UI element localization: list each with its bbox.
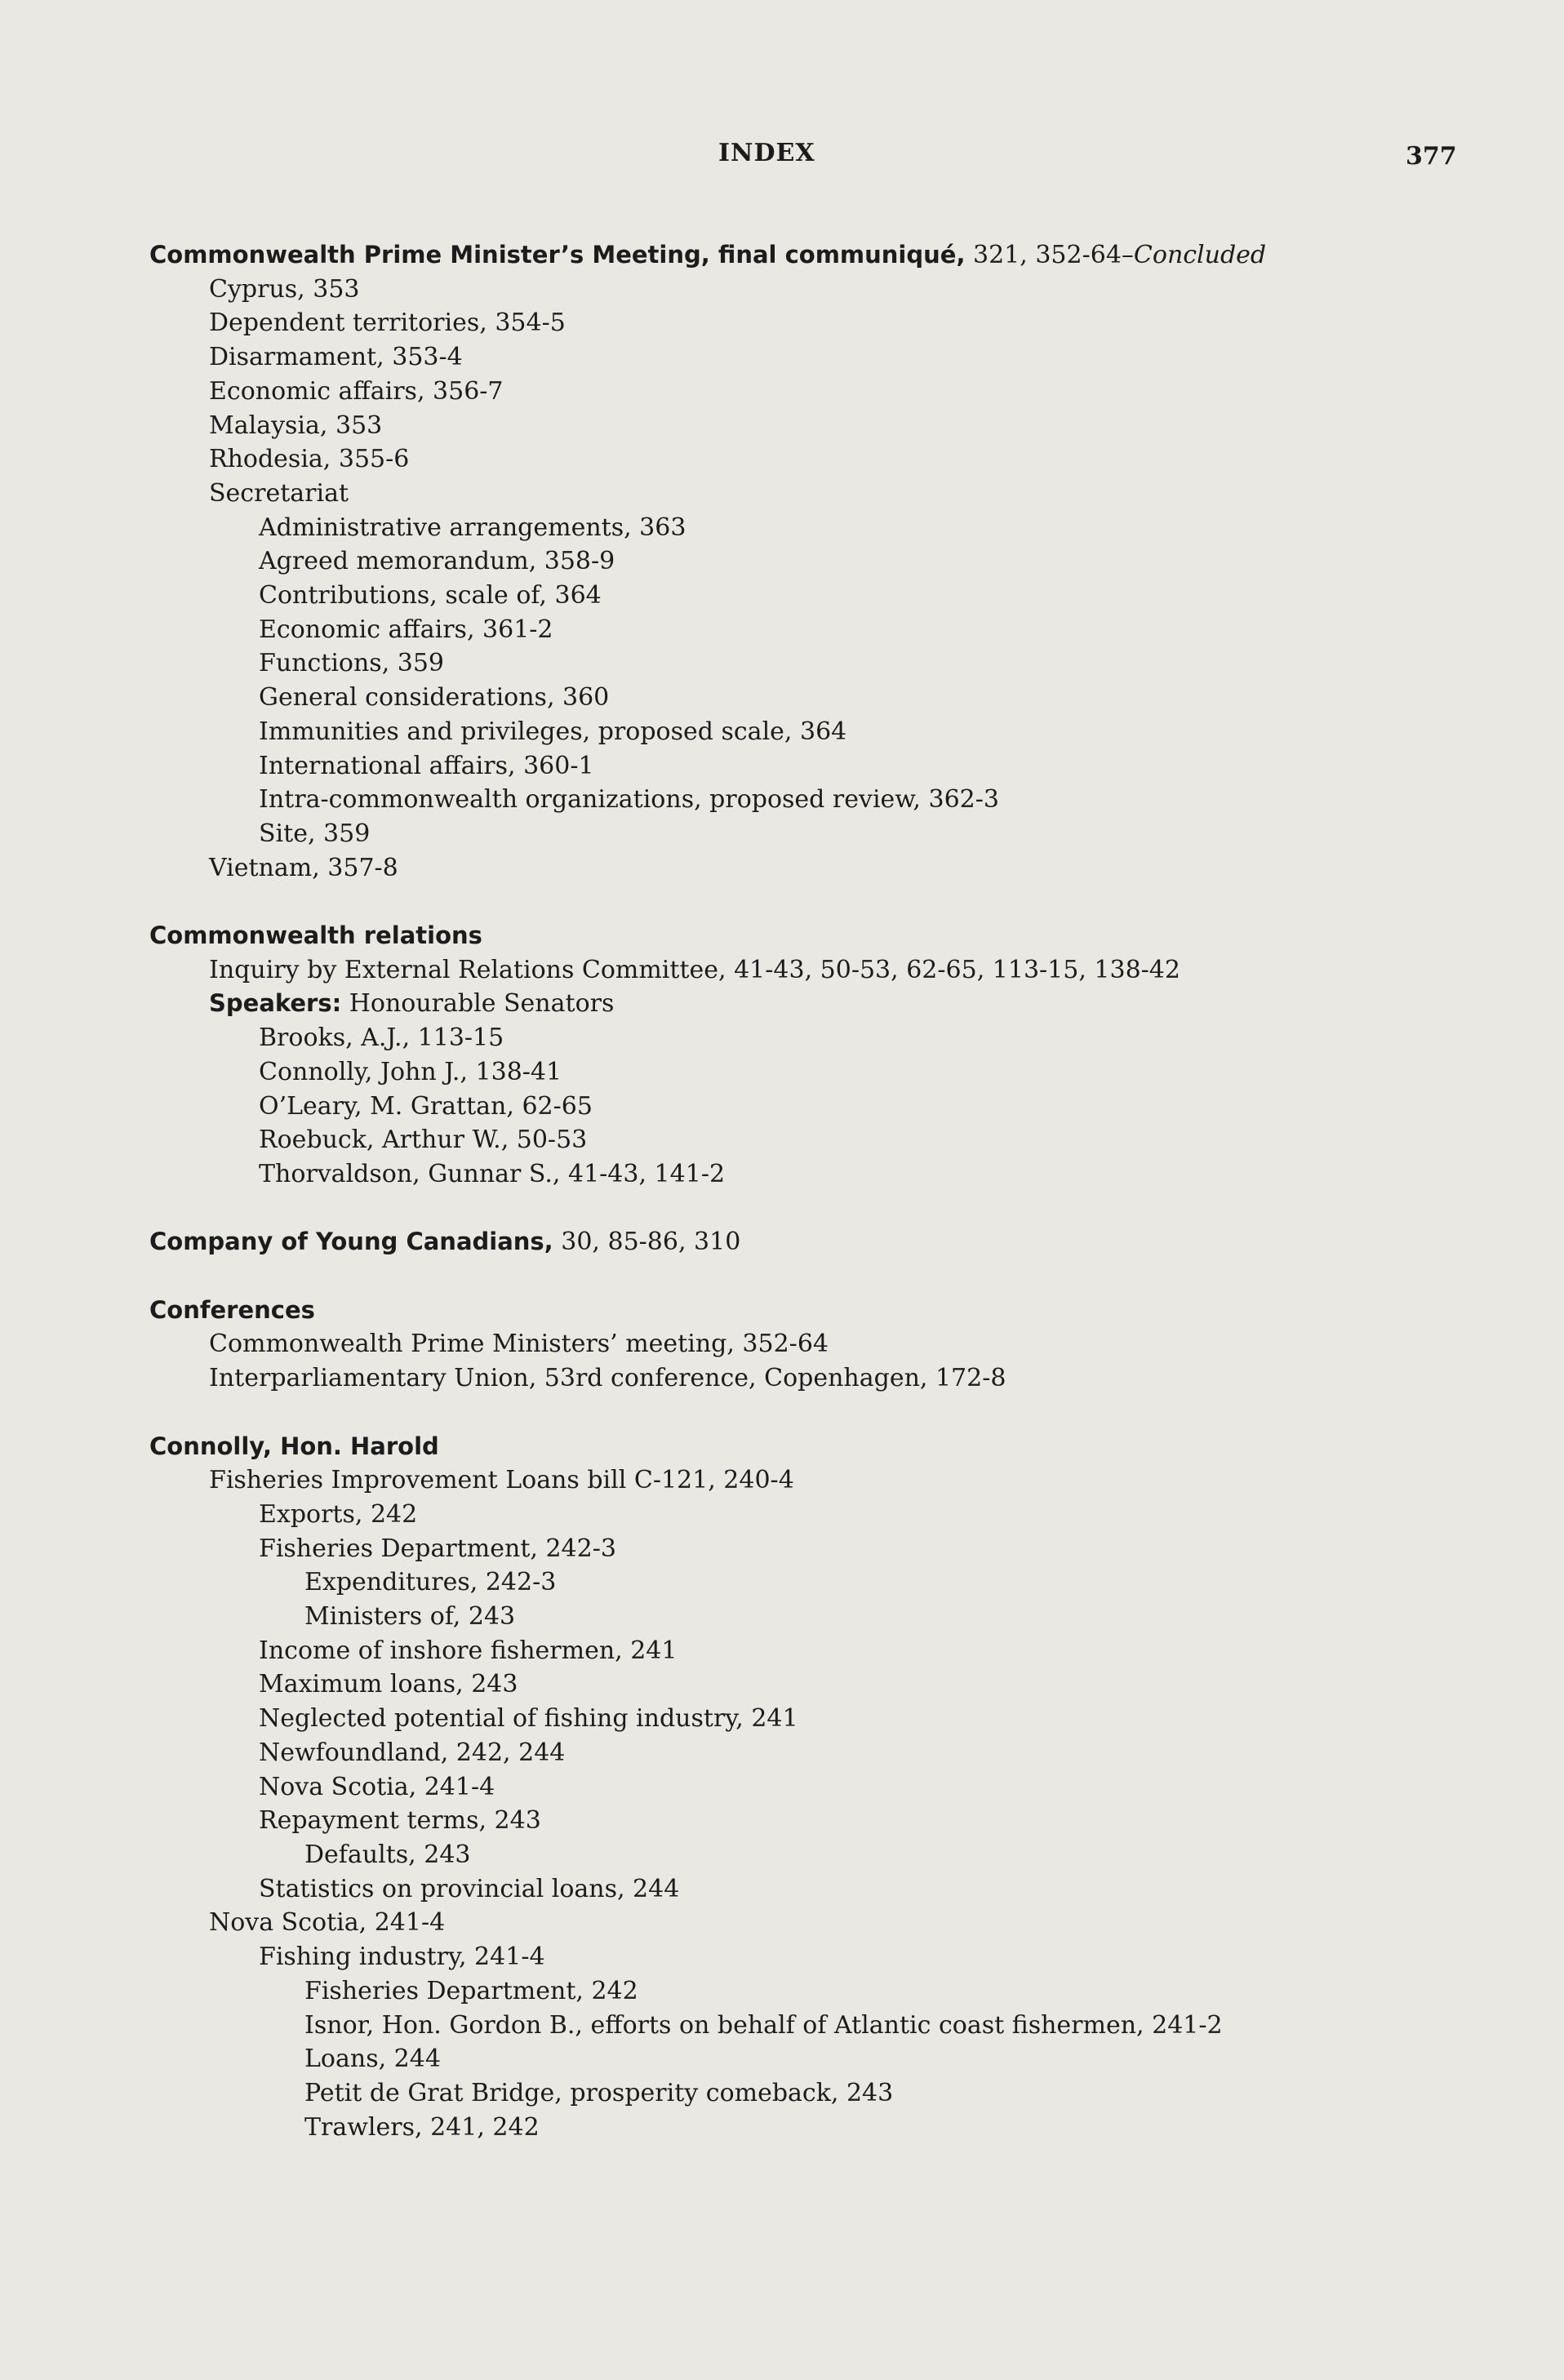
entry-text: Loans, 244 bbox=[304, 2045, 441, 2074]
entry-text: Repayment terms, 243 bbox=[259, 1806, 541, 1836]
entry-text: Economic affairs, 356-7 bbox=[209, 376, 504, 406]
entry-text: Rhodesia, 355-6 bbox=[209, 445, 410, 474]
index-subentry bbox=[209, 375, 1472, 409]
index-subentry bbox=[209, 340, 1472, 375]
index-subentry bbox=[209, 409, 1472, 443]
entry-text: Dependent territories, 354-5 bbox=[209, 309, 566, 338]
index-subentry bbox=[259, 579, 1472, 613]
entry-text: Secretariat bbox=[209, 478, 349, 508]
entry-text: Roebuck, Arthur W., 50-53 bbox=[259, 1126, 588, 1155]
index-subentry bbox=[259, 1055, 1472, 1090]
index-subentry bbox=[304, 1600, 1472, 1634]
entry-text: Functions, 359 bbox=[259, 649, 445, 678]
index-subentry bbox=[259, 1634, 1472, 1668]
entry-text: Intra-commonwealth organizations, proposed review, 362-3 bbox=[259, 785, 999, 815]
index-subentry bbox=[209, 1327, 1472, 1361]
entry-text: Ministers of, 243 bbox=[304, 1602, 516, 1632]
entry-text: Trawlers, 241, 242 bbox=[304, 2112, 540, 2142]
entry-gap bbox=[149, 885, 1472, 919]
index-subentry bbox=[209, 851, 1472, 886]
entry-text: Disarmament, 353-4 bbox=[209, 343, 463, 372]
index-entries bbox=[149, 238, 1472, 2144]
entry-text: Expenditures, 242-3 bbox=[304, 1568, 557, 1597]
index-subentry bbox=[209, 953, 1472, 988]
entry-text: Interparliamentary Union, 53rd conference, Copenhagen, 172-8 bbox=[209, 1364, 1006, 1393]
entry-text: Maximum loans, 243 bbox=[259, 1670, 518, 1699]
index-subentry bbox=[259, 613, 1472, 647]
entry-text: Petit de Grat Bridge, prosperity comeback, 243 bbox=[304, 2078, 894, 2107]
index-subentry bbox=[304, 2111, 1472, 2145]
entry-text: Income of inshore fishermen, 241 bbox=[259, 1636, 678, 1665]
index-subentry bbox=[259, 1532, 1472, 1566]
index-subentry bbox=[304, 1838, 1472, 1872]
index-subentry bbox=[209, 306, 1472, 340]
entry-text: Malaysia, 353 bbox=[209, 411, 383, 440]
entry-gap bbox=[149, 1192, 1472, 1226]
heading-term: Conferences bbox=[149, 1295, 315, 1324]
entry-text: Site, 359 bbox=[259, 819, 371, 848]
index-heading bbox=[149, 1225, 1472, 1259]
index-subentry bbox=[259, 817, 1472, 851]
entry-text: Statistics on provincial loans, 244 bbox=[259, 1874, 680, 1903]
index-subentry bbox=[259, 749, 1472, 784]
heading-term: Connolly, Hon. Harold bbox=[149, 1432, 439, 1460]
index-subentry bbox=[259, 544, 1472, 579]
entry-text: Honourable Senators bbox=[341, 989, 615, 1019]
index-subentry bbox=[259, 1498, 1472, 1532]
entry-text: Contributions, scale of, 364 bbox=[259, 581, 602, 611]
entry-text: Isnor, Hon. Gordon B., efforts on behalf of Atlantic coast fishermen, 241-2 bbox=[304, 2010, 1223, 2040]
heading-term: Company of Young Canadians, bbox=[149, 1228, 553, 1256]
index-subentry bbox=[209, 1361, 1472, 1396]
entry-text: O’Leary, M. Grattan, 62-65 bbox=[259, 1091, 593, 1121]
entry-text: Thorvaldson, Gunnar S., 41-43, 141-2 bbox=[259, 1159, 726, 1188]
index-subentry bbox=[259, 1021, 1472, 1055]
index-subentry bbox=[259, 1736, 1472, 1770]
entry-text: Neglected potential of fishing industry, 241 bbox=[259, 1704, 798, 1734]
entry-text: 321, 352-64– bbox=[965, 241, 1134, 269]
index-subentry bbox=[209, 477, 1472, 511]
index-heading bbox=[149, 1294, 1472, 1328]
entry-text: Economic affairs, 361-2 bbox=[259, 615, 553, 644]
index-subentry bbox=[209, 273, 1472, 307]
entry-text: Fisheries Department, 242 bbox=[304, 1976, 638, 2005]
index-subentry bbox=[259, 1702, 1472, 1736]
index-subentry bbox=[259, 1123, 1472, 1157]
entry-text: Brooks, A.J., 113-15 bbox=[259, 1023, 504, 1053]
index-subentry bbox=[304, 2076, 1472, 2111]
index-subentry bbox=[259, 681, 1472, 715]
entry-text: Nova Scotia, 241-4 bbox=[259, 1772, 495, 1801]
index-subentry bbox=[209, 1906, 1472, 1940]
entry-text: Newfoundland, 242, 244 bbox=[259, 1738, 566, 1767]
index-subentry bbox=[304, 1974, 1472, 2009]
index-subentry bbox=[304, 1565, 1472, 1600]
entry-text: Nova Scotia, 241-4 bbox=[209, 1908, 446, 1938]
entry-text: Inquiry by External Relations Committee, 41-43, 50-53, 62-65, 113-15, 138-42 bbox=[209, 955, 1180, 984]
index-heading bbox=[149, 1430, 1472, 1464]
index-subentry bbox=[259, 1872, 1472, 1907]
entry-text: 30, 85-86, 310 bbox=[553, 1228, 741, 1257]
index-subentry bbox=[259, 646, 1472, 681]
heading-term: Commonwealth relations bbox=[149, 921, 482, 950]
index-subentry bbox=[259, 1157, 1472, 1192]
index-subentry bbox=[259, 783, 1472, 817]
index-subentry bbox=[259, 1770, 1472, 1805]
index-heading bbox=[149, 919, 1472, 953]
index-subentry bbox=[259, 715, 1472, 749]
subheading-term: Speakers: bbox=[209, 989, 342, 1018]
index-subentry bbox=[304, 2009, 1472, 2043]
entry-text: Fisheries Department, 242-3 bbox=[259, 1534, 616, 1563]
index-subentry bbox=[209, 442, 1472, 477]
entry-text: General considerations, 360 bbox=[259, 683, 610, 713]
index-subentry bbox=[259, 1090, 1472, 1124]
entry-gap bbox=[149, 1259, 1472, 1294]
index-subentry bbox=[259, 1667, 1472, 1702]
index-heading bbox=[149, 238, 1472, 273]
entry-text: Cyprus, 353 bbox=[209, 274, 360, 304]
entry-gap bbox=[149, 1396, 1472, 1430]
entry-text: Fishing industry, 241-4 bbox=[259, 1943, 545, 1972]
heading-term: Commonwealth Prime Minister’s Meeting, final communiqué, bbox=[149, 241, 966, 269]
entry-text: Exports, 242 bbox=[259, 1499, 418, 1529]
entry-text: Vietnam, 357-8 bbox=[209, 853, 398, 882]
entry-text: Immunities and privileges, proposed scale, 364 bbox=[259, 717, 847, 746]
index-subentry bbox=[259, 1940, 1472, 1974]
entry-text: Fisheries Improvement Loans bill C-121, 240-4 bbox=[209, 1466, 794, 1495]
entry-text: International affairs, 360-1 bbox=[259, 751, 594, 780]
entry-text: Agreed memorandum, 358-9 bbox=[259, 547, 615, 576]
page-number: 377 bbox=[1406, 142, 1457, 171]
index-subentry bbox=[209, 987, 1472, 1021]
entry-text: Administrative arrangements, 363 bbox=[259, 513, 686, 542]
index-subentry bbox=[209, 1463, 1472, 1498]
entry-text: Connolly, John J., 138-41 bbox=[259, 1057, 562, 1086]
index-subentry bbox=[259, 1804, 1472, 1838]
entry-text: Defaults, 243 bbox=[304, 1840, 471, 1869]
index-subentry bbox=[304, 2042, 1472, 2076]
running-title: INDEX bbox=[718, 139, 815, 167]
entry-text: Commonwealth Prime Ministers’ meeting, 352-64 bbox=[209, 1330, 829, 1359]
index-subentry bbox=[259, 511, 1472, 545]
entry-italic-note: Concluded bbox=[1133, 241, 1267, 269]
